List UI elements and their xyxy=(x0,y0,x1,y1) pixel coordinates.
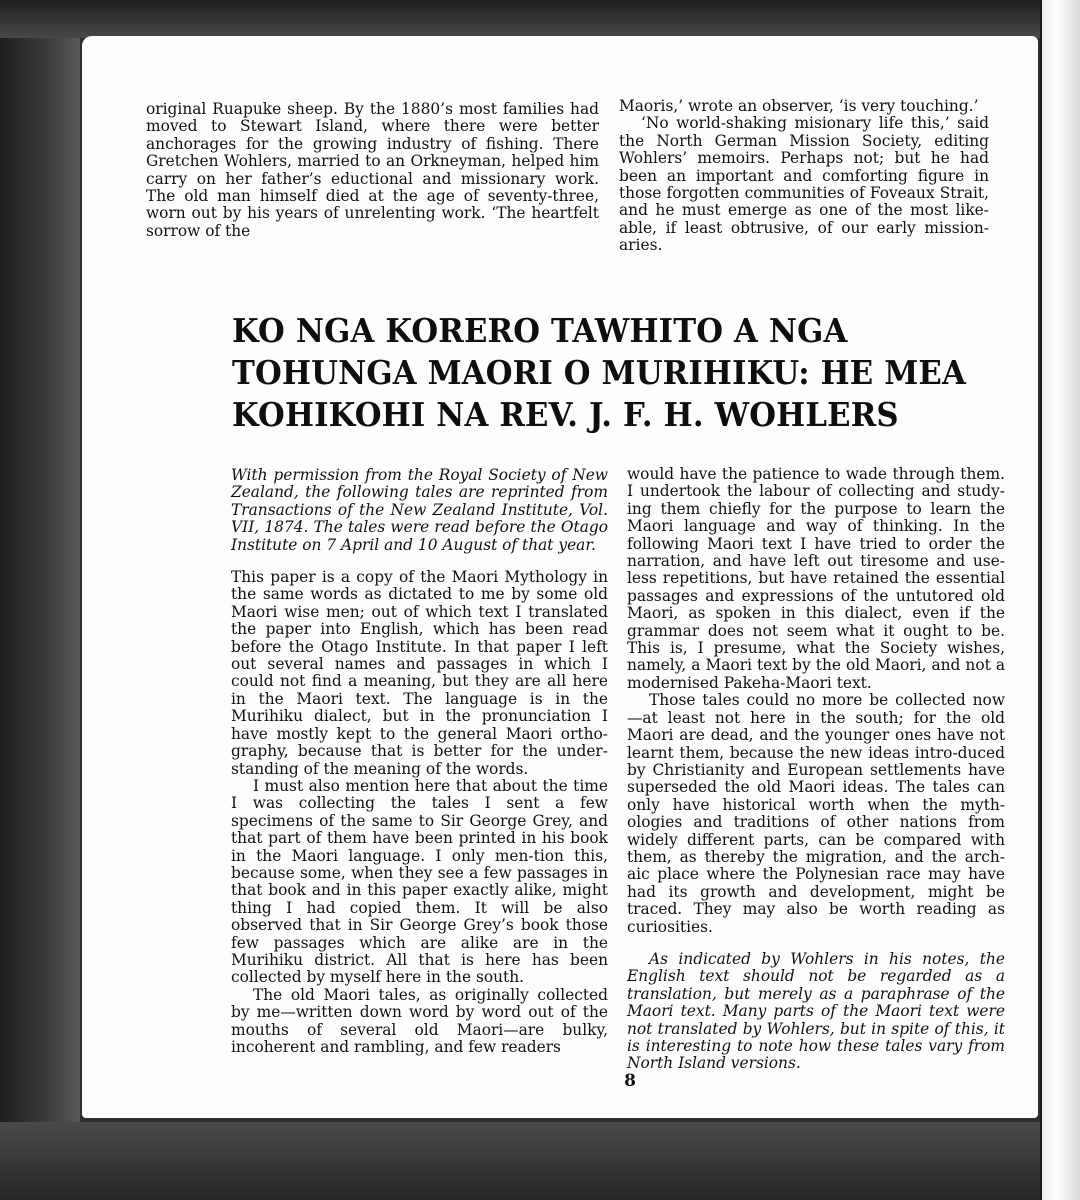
editor-note: As indicated by Wohlers in his notes, the English text should not be regarded as a translation, but merely as a paraphrase of the Maori text. Many parts of the Maori text were not translated by Wohlers, but in spite of this, it is interesting to note how these tales vary from North Island versions. xyxy=(627,949,1005,1073)
body-paragraph: would have the patience to wade through them. I undertook the labour of collecting and study-ing them chiefly for the purpose to learn the Maori language and way of thinking. In the following Maori text I have tried to order the narration, and have left out tiresome and use-less repetitions, but have retained the essential passages and expressions of the untutored old Maori, as spoken in this dialect, even if the grammar does not seem what it ought to be. This is, I presume, what the Society wishes, namely, a Maori text by the old Maori, and not a modernised Pakeha-Maori text. xyxy=(627,465,1005,692)
body-right-column xyxy=(627,466,1005,1073)
scan-top-band xyxy=(0,0,1040,38)
top-right-column xyxy=(619,98,989,255)
article-title: KO NGA KORERO TAWHITO A NGA TOHUNGA MAORI O MURIHIKU: HE MEA KOHIKOHI NA REV. J. F. H. WOHLERS xyxy=(232,311,966,434)
next-page-edge xyxy=(1042,0,1080,1200)
scan-left-edge xyxy=(0,0,80,1200)
top-left-paragraph: original Ruapuke sheep. By the 1880’s most families had moved to Stewart Island, where there were better anchorages for the growing industry of fishing. There Gretchen Wohlers, married to an Orkneyman, helped him carry on her father’s eductional and missionary work. The old man himself died at the age of seventy-three, worn out by his years of unrelenting work. ‘The heartfelt sorrow of the xyxy=(146,100,599,240)
body-paragraph: I must also mention here that about the time I was collecting the tales I sent a few specimens of the same to Sir George Grey, and that part of them have been printed in his book in the Maori language. I only men-tion this, because some, when they see a few passages in that book and in this paper exactly alike, might thing I had copied them. It will be also observed that in Sir George Grey’s book those few passages which are alike are in the Murihiku district. All that is here has been collected by myself here in the south. xyxy=(231,776,608,987)
top-right-paragraph: ‘No world-shaking misionary life this,’ said the North German Mission Society, editing Wohlers’ memoirs. Perhaps not; but he had been an important and comforting figure in those forgotten communities of Foveaux Strait, and he must emerge as one of the most like-able, if least obtrusive, of our early mission-aries. xyxy=(619,114,989,255)
body-paragraph: Those tales could no more be collected now —at least not here in the south; for the old Maori are dead, and the younger ones have not learnt them, because the new ideas intro-duced by Christianity and European settlements have superseded the old Maori ideas. The tales can only have historical worth when the myth-ologies and traditions of other nations from widely different parts, can be compared with them, as thereby the migration, and the arch-aic place where the Polynesian race may have had its growth and development, might be traced. They may also be worth reading as curiosities. xyxy=(627,691,1005,936)
body-paragraph: This paper is a copy of the Maori Mythology in the same words as dictated to me by some old Maori wise men; out of which text I translated the paper into English, which has been read before the Otago Institute. In that paper I left out several names and passages in which I could not find a meaning, but they are all here in the Maori text. The language is in the Murihiku dialect, but in the pronunciation I have mostly kept to the general Maori ortho-graphy, because that is better for the under-standing of the meaning of the words. xyxy=(231,568,608,778)
intro-note: With permission from the Royal Society of New Zealand, the following tales are reprinted from Transactions of the New Zealand Institute, Vol. VII, 1874. The tales were read before the Otago Institute on 7 April and 10 August of that year. xyxy=(231,466,608,554)
scan-bottom-band xyxy=(0,1122,1040,1200)
body-paragraph: The old Maori tales, as originally collected by me—written down word by word out of the mouths of several old Maori—are bulky, incoherent and rambling, and few readers xyxy=(231,985,608,1056)
top-right-paragraph: Maoris,’ wrote an observer, ‘is very touching.’ xyxy=(619,97,979,115)
body-left-column xyxy=(231,467,608,1056)
page-number: 8 xyxy=(624,1071,636,1091)
top-left-column xyxy=(146,101,599,240)
